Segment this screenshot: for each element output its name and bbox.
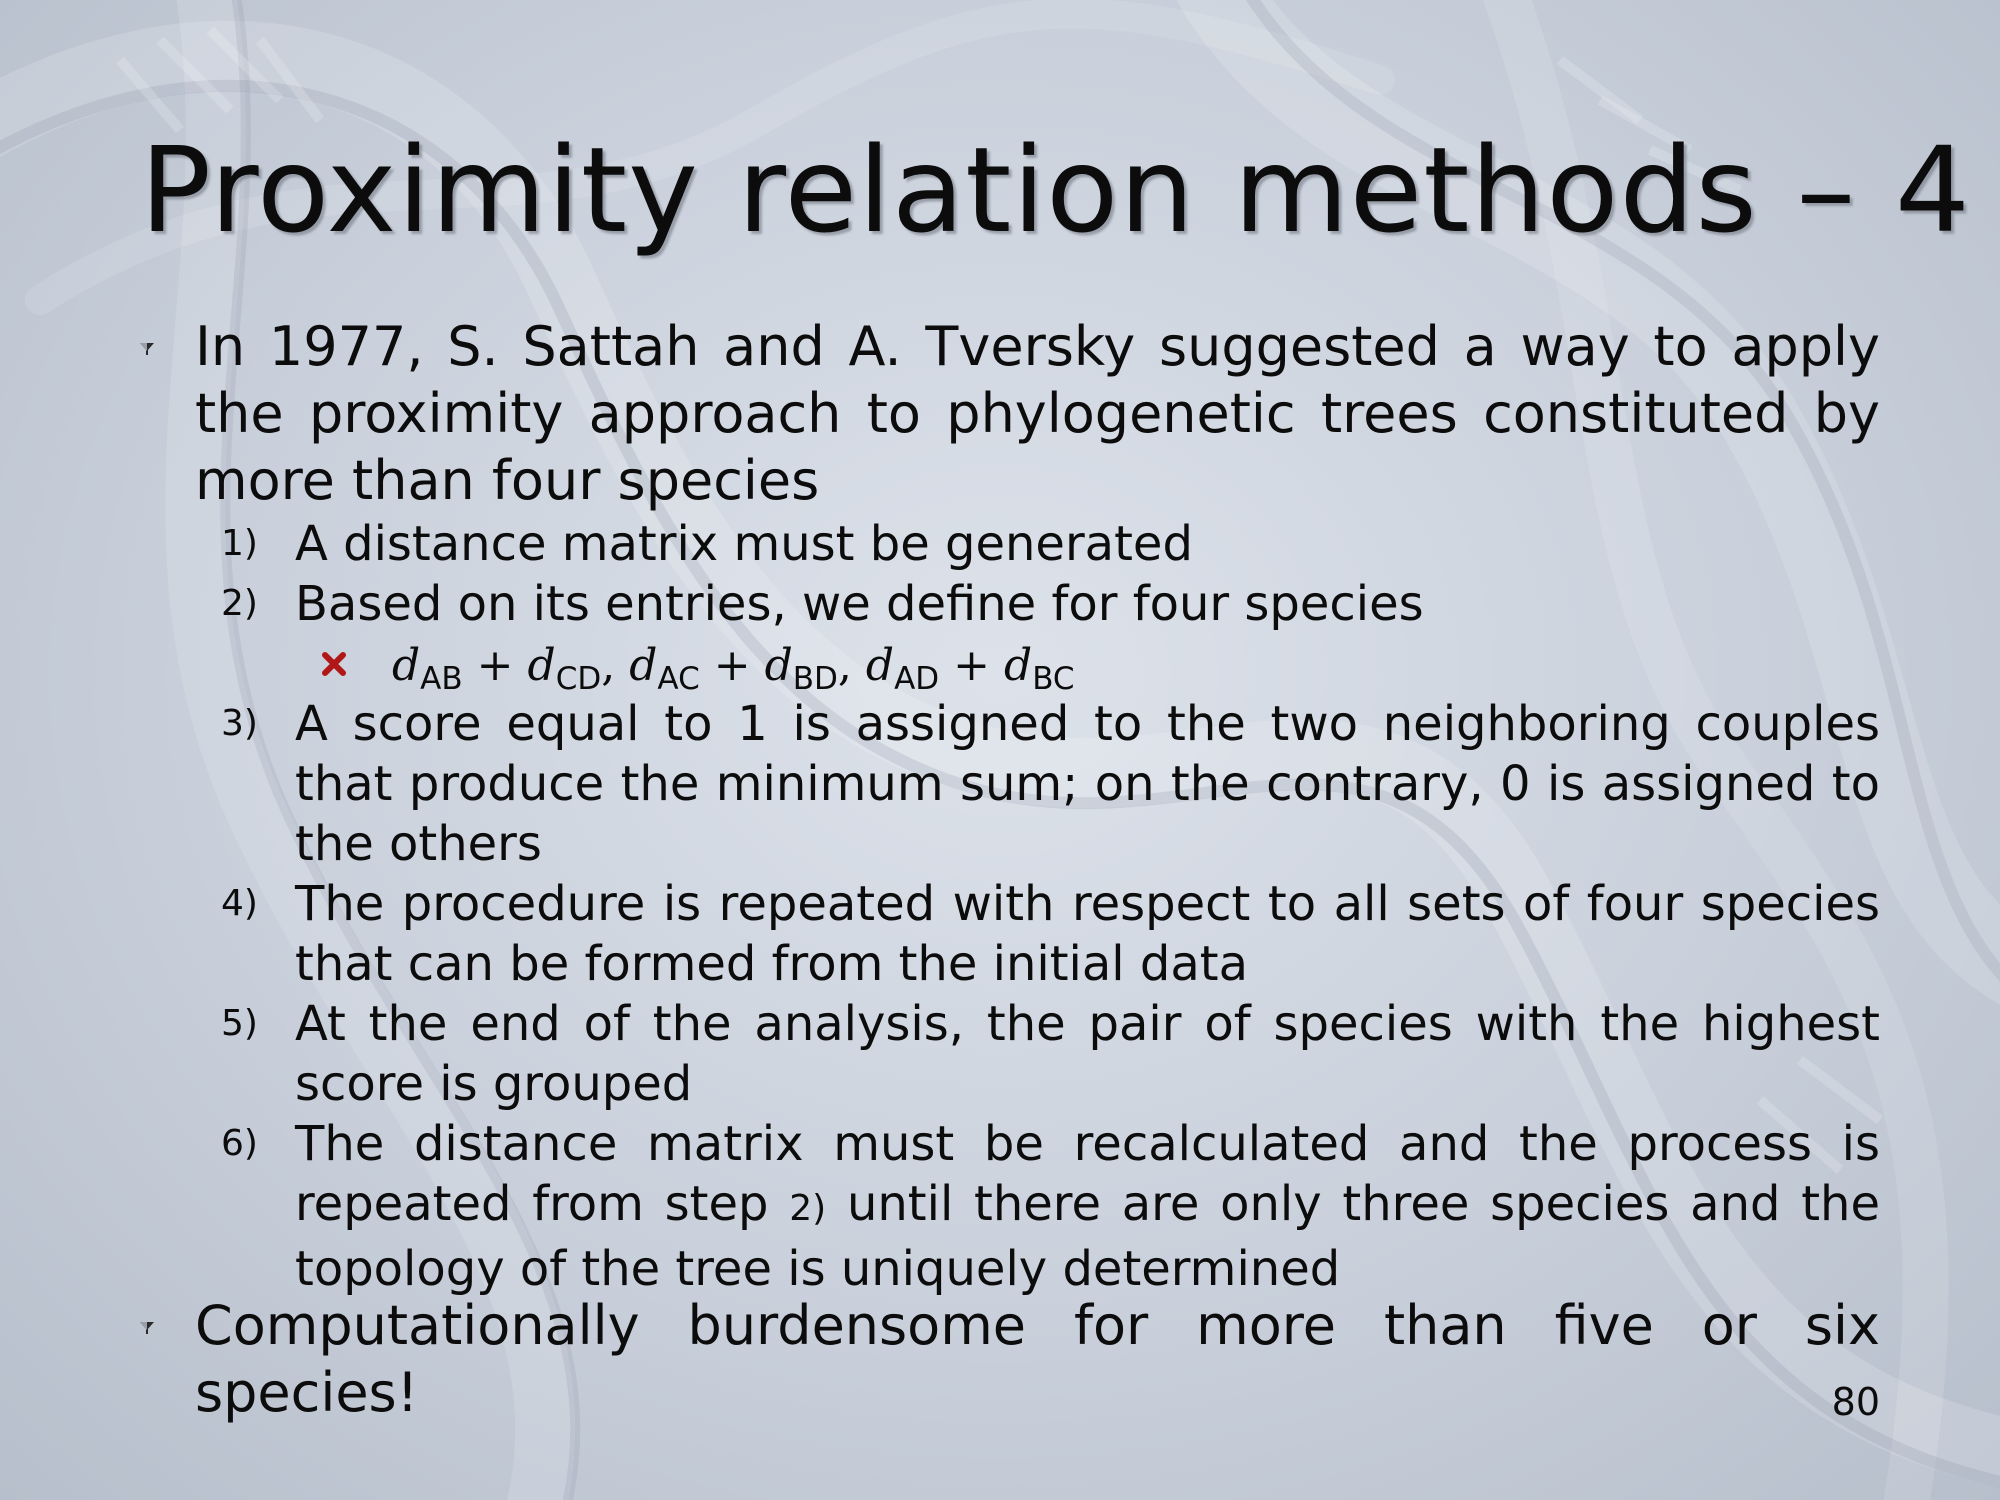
pushpin-bullet-icon <box>138 338 156 356</box>
formula-comma: , <box>601 640 616 691</box>
step-reference: 2) <box>789 1188 827 1229</box>
step-text <box>295 1114 1880 1299</box>
formula-d: d <box>392 640 421 691</box>
step-text: A score equal to 1 is assigned to the two neighboring couples that produce the minimum sum; on the contrary, 0 is assigned to the others <box>295 696 1880 872</box>
cross-icon <box>320 650 348 678</box>
step-marker: 3) <box>221 703 258 744</box>
step-marker: 1) <box>221 523 258 564</box>
step-text: At the end of the analysis, the pair of species with the highest score is grouped <box>295 996 1880 1112</box>
slide-title: Proximity relation methods – 4 <box>140 121 1971 259</box>
formula-comma: , <box>837 640 852 691</box>
formula-d: d <box>865 640 895 691</box>
formula-d: d <box>1004 640 1033 691</box>
step-text: Based on its entries, we define for four species <box>295 576 1424 632</box>
formula-plus: + <box>953 640 991 691</box>
step-marker: 2) <box>221 583 258 624</box>
formula-subscript: AB <box>420 661 463 697</box>
step-marker: 4) <box>221 883 258 924</box>
formula-subscript: BD <box>792 661 838 697</box>
bullet-text: Computationally burdensome for more than five or six species! <box>195 1294 1880 1424</box>
formula-subscript: CD <box>555 661 602 697</box>
formula-subscript: AC <box>657 661 700 697</box>
formula <box>392 636 1075 696</box>
pushpin-bullet-icon <box>138 1317 156 1335</box>
formula-plus: + <box>713 640 751 691</box>
formula-d: d <box>629 640 658 691</box>
formula-subscript: BC <box>1032 661 1075 697</box>
formula-subscript: AD <box>894 661 940 697</box>
step-marker: 6) <box>221 1123 258 1164</box>
page-number: 80 <box>1831 1380 1880 1424</box>
step-text-after: until there are only three species and the topology of the tree is uniquely determined <box>295 1176 1880 1297</box>
step-text: The procedure is repeated with respect to all sets of four species that can be formed from the initial data <box>295 876 1880 992</box>
step-text: A distance matrix must be generated <box>295 516 1193 572</box>
bullet-text: In 1977, S. Sattah and A. Tversky suggested a way to apply the proximity approach to phylogenetic trees constituted by more than four species <box>195 315 1880 512</box>
formula-d: d <box>527 640 556 691</box>
formula-plus: + <box>476 640 514 691</box>
step-text-before: The distance matrix must be recalculated and the process is repeated from step <box>295 1116 1880 1232</box>
formula-d: d <box>764 640 793 691</box>
step-marker: 5) <box>221 1003 258 1044</box>
